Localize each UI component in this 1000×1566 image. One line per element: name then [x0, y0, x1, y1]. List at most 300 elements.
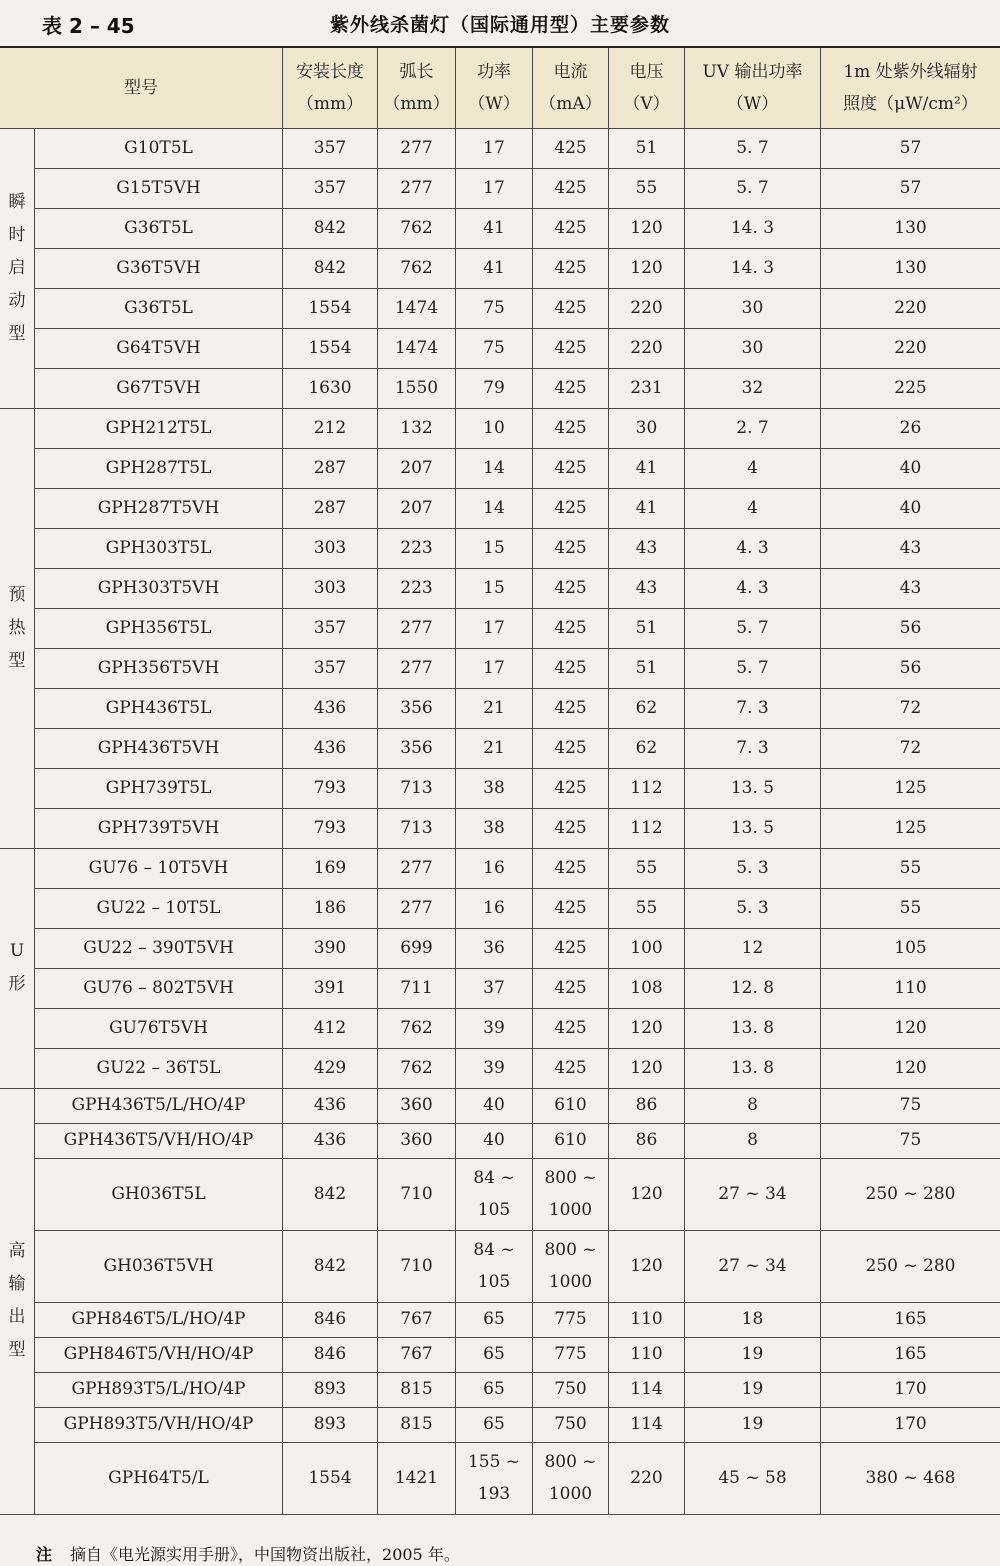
cell-install-length: 357 [283, 648, 378, 688]
cell-current: 800 ~ 1000 [533, 1442, 609, 1514]
cell-uv-output: 4. 3 [685, 568, 821, 608]
cell-power: 17 [456, 168, 533, 208]
cell-power: 65 [456, 1372, 533, 1407]
cell-irradiance: 250 ~ 280 [821, 1158, 1000, 1230]
cell-arc-length: 762 [378, 248, 456, 288]
cell-power: 38 [456, 808, 533, 848]
cell-install-length: 212 [283, 408, 378, 448]
table-row [0, 408, 1000, 448]
cell-uv-output: 5. 3 [685, 888, 821, 928]
table-row [0, 728, 1000, 768]
cell-power: 39 [456, 1048, 533, 1088]
cell-irradiance: 380 ~ 468 [821, 1442, 1000, 1514]
cell-uv-output: 8 [685, 1123, 821, 1158]
cell-current: 610 [533, 1123, 609, 1158]
cell-current: 425 [533, 648, 609, 688]
table-title: 紫外线杀菌灯（国际通用型）主要参数 [329, 14, 670, 36]
cell-irradiance: 57 [821, 128, 1000, 168]
cell-model: GPH436T5VH [35, 728, 283, 768]
cell-model: G67T5VH [35, 368, 283, 408]
cell-voltage: 62 [609, 688, 685, 728]
cell-uv-output: 32 [685, 368, 821, 408]
cell-uv-output: 19 [685, 1407, 821, 1442]
cell-voltage: 55 [609, 848, 685, 888]
cell-install-length: 303 [283, 568, 378, 608]
cell-uv-output: 4 [685, 488, 821, 528]
cell-voltage: 120 [609, 248, 685, 288]
cell-irradiance: 130 [821, 248, 1000, 288]
cell-power: 65 [456, 1407, 533, 1442]
cell-voltage: 41 [609, 448, 685, 488]
cell-arc-length: 762 [378, 208, 456, 248]
cell-arc-length: 762 [378, 1048, 456, 1088]
cell-uv-output: 19 [685, 1372, 821, 1407]
cell-power: 41 [456, 248, 533, 288]
cell-voltage: 114 [609, 1407, 685, 1442]
cell-arc-length: 815 [378, 1372, 456, 1407]
cell-uv-output: 5. 7 [685, 128, 821, 168]
footnote-text: 摘自《电光源实用手册》，中国物资出版社，2005 年。 [70, 1545, 460, 1564]
cell-power: 37 [456, 968, 533, 1008]
table-row [0, 1372, 1000, 1407]
table-caption [0, 0, 1000, 44]
cell-arc-length: 360 [378, 1088, 456, 1123]
cell-arc-length: 360 [378, 1123, 456, 1158]
table-row [0, 448, 1000, 488]
table-row [0, 168, 1000, 208]
cell-arc-length: 713 [378, 808, 456, 848]
cell-irradiance: 55 [821, 848, 1000, 888]
cell-install-length: 436 [283, 688, 378, 728]
cell-model: GPH893T5/L/HO/4P [35, 1372, 283, 1407]
cell-current: 425 [533, 328, 609, 368]
table-row [0, 928, 1000, 968]
cell-power: 84 ~ 105 [456, 1230, 533, 1302]
cell-voltage: 30 [609, 408, 685, 448]
cell-power: 40 [456, 1123, 533, 1158]
cell-irradiance: 220 [821, 288, 1000, 328]
cell-arc-length: 815 [378, 1407, 456, 1442]
cell-power: 155 ~ 193 [456, 1442, 533, 1514]
cell-uv-output: 8 [685, 1088, 821, 1123]
cell-irradiance: 170 [821, 1407, 1000, 1442]
cell-model: GU76T5VH [35, 1008, 283, 1048]
cell-power: 84 ~ 105 [456, 1158, 533, 1230]
cell-uv-output: 13. 5 [685, 768, 821, 808]
cell-current: 425 [533, 488, 609, 528]
cell-power: 21 [456, 688, 533, 728]
cell-irradiance: 170 [821, 1372, 1000, 1407]
cell-irradiance: 55 [821, 888, 1000, 928]
cell-model: GPH846T5/L/HO/4P [35, 1302, 283, 1337]
cell-voltage: 220 [609, 1442, 685, 1514]
cell-arc-length: 223 [378, 568, 456, 608]
table-row [0, 1230, 1000, 1302]
cell-power: 14 [456, 448, 533, 488]
cell-irradiance: 72 [821, 728, 1000, 768]
cell-model: G10T5L [35, 128, 283, 168]
cell-arc-length: 356 [378, 728, 456, 768]
cell-model: GPH846T5/VH/HO/4P [35, 1337, 283, 1372]
cell-install-length: 842 [283, 248, 378, 288]
cell-power: 39 [456, 1008, 533, 1048]
cell-install-length: 842 [283, 1230, 378, 1302]
cell-irradiance: 75 [821, 1123, 1000, 1158]
cell-irradiance: 72 [821, 688, 1000, 728]
cell-voltage: 41 [609, 488, 685, 528]
cell-arc-length: 1550 [378, 368, 456, 408]
cell-power: 65 [456, 1302, 533, 1337]
cell-power: 36 [456, 928, 533, 968]
cell-model: GPH739T5L [35, 768, 283, 808]
header-uv-output: UV 输出功率 （W） [685, 47, 821, 128]
cell-current: 800 ~ 1000 [533, 1230, 609, 1302]
cell-power: 15 [456, 568, 533, 608]
table-row [0, 1008, 1000, 1048]
cell-model: GPH303T5L [35, 528, 283, 568]
cell-model: GPH356T5L [35, 608, 283, 648]
cell-irradiance: 120 [821, 1048, 1000, 1088]
cell-install-length: 842 [283, 208, 378, 248]
cell-arc-length: 277 [378, 848, 456, 888]
cell-current: 425 [533, 688, 609, 728]
cell-voltage: 51 [609, 608, 685, 648]
cell-current: 425 [533, 208, 609, 248]
cell-voltage: 108 [609, 968, 685, 1008]
cell-voltage: 86 [609, 1123, 685, 1158]
cell-uv-output: 12. 8 [685, 968, 821, 1008]
cell-voltage: 55 [609, 888, 685, 928]
cell-install-length: 303 [283, 528, 378, 568]
cell-install-length: 846 [283, 1337, 378, 1372]
cell-model: G36T5L [35, 288, 283, 328]
table-row [0, 648, 1000, 688]
cell-current: 750 [533, 1372, 609, 1407]
cell-model: GPH893T5/VH/HO/4P [35, 1407, 283, 1442]
cell-model: G36T5L [35, 208, 283, 248]
cell-power: 21 [456, 728, 533, 768]
cell-uv-output: 2. 7 [685, 408, 821, 448]
cell-arc-length: 277 [378, 888, 456, 928]
cell-arc-length: 762 [378, 1008, 456, 1048]
cell-current: 775 [533, 1337, 609, 1372]
cell-irradiance: 225 [821, 368, 1000, 408]
cell-uv-output: 5. 7 [685, 608, 821, 648]
cell-uv-output: 30 [685, 328, 821, 368]
header-power: 功率 （W） [456, 47, 533, 128]
cell-voltage: 112 [609, 808, 685, 848]
cell-arc-length: 710 [378, 1230, 456, 1302]
cell-install-length: 357 [283, 168, 378, 208]
cell-arc-length: 356 [378, 688, 456, 728]
cell-model: G15T5VH [35, 168, 283, 208]
cell-voltage: 220 [609, 288, 685, 328]
header-current: 电流 （mA） [533, 47, 609, 128]
cell-arc-length: 711 [378, 968, 456, 1008]
cell-model: GU76 – 802T5VH [35, 968, 283, 1008]
cell-model: G64T5VH [35, 328, 283, 368]
cell-power: 40 [456, 1088, 533, 1123]
header-arc-length: 弧长 （mm） [378, 47, 456, 128]
cell-irradiance: 165 [821, 1302, 1000, 1337]
cell-model: GPH212T5L [35, 408, 283, 448]
table-row [0, 808, 1000, 848]
table-body [0, 128, 1000, 1514]
cell-current: 425 [533, 528, 609, 568]
cell-arc-length: 277 [378, 648, 456, 688]
cell-uv-output: 27 ~ 34 [685, 1230, 821, 1302]
cell-current: 425 [533, 608, 609, 648]
cell-power: 65 [456, 1337, 533, 1372]
cell-current: 425 [533, 1008, 609, 1048]
cell-model: GPH436T5/L/HO/4P [35, 1088, 283, 1123]
cell-model: GPH436T5L [35, 688, 283, 728]
cell-model: GPH356T5VH [35, 648, 283, 688]
cell-install-length: 793 [283, 808, 378, 848]
cell-arc-length: 277 [378, 128, 456, 168]
cell-voltage: 62 [609, 728, 685, 768]
cell-uv-output: 14. 3 [685, 208, 821, 248]
cell-arc-length: 207 [378, 448, 456, 488]
table-row [0, 688, 1000, 728]
cell-irradiance: 120 [821, 1008, 1000, 1048]
cell-irradiance: 56 [821, 608, 1000, 648]
table-number: 表 2 – 45 [42, 14, 135, 38]
header-install-length: 安装长度 （mm） [283, 47, 378, 128]
cell-current: 425 [533, 888, 609, 928]
cell-current: 425 [533, 1048, 609, 1088]
cell-uv-output: 14. 3 [685, 248, 821, 288]
cell-install-length: 412 [283, 1008, 378, 1048]
cell-uv-output: 5. 7 [685, 168, 821, 208]
cell-model: GU22 – 390T5VH [35, 928, 283, 968]
category-label: 预 热 型 [0, 408, 35, 848]
uv-lamp-parameter-table [0, 46, 1000, 1515]
cell-current: 425 [533, 848, 609, 888]
cell-model: GU22 – 36T5L [35, 1048, 283, 1088]
table-row [0, 1302, 1000, 1337]
cell-power: 79 [456, 368, 533, 408]
cell-install-length: 842 [283, 1158, 378, 1230]
cell-voltage: 120 [609, 1158, 685, 1230]
cell-install-length: 1554 [283, 288, 378, 328]
cell-install-length: 1630 [283, 368, 378, 408]
cell-voltage: 43 [609, 568, 685, 608]
cell-uv-output: 7. 3 [685, 688, 821, 728]
cell-current: 425 [533, 968, 609, 1008]
cell-irradiance: 125 [821, 768, 1000, 808]
cell-model: G36T5VH [35, 248, 283, 288]
cell-voltage: 120 [609, 1048, 685, 1088]
cell-power: 41 [456, 208, 533, 248]
cell-irradiance: 250 ~ 280 [821, 1230, 1000, 1302]
cell-voltage: 120 [609, 208, 685, 248]
cell-model: GPH303T5VH [35, 568, 283, 608]
cell-arc-length: 1421 [378, 1442, 456, 1514]
table-row [0, 368, 1000, 408]
cell-current: 425 [533, 128, 609, 168]
cell-uv-output: 5. 3 [685, 848, 821, 888]
cell-irradiance: 40 [821, 448, 1000, 488]
cell-irradiance: 105 [821, 928, 1000, 968]
cell-voltage: 43 [609, 528, 685, 568]
cell-arc-length: 132 [378, 408, 456, 448]
cell-install-length: 357 [283, 608, 378, 648]
cell-current: 425 [533, 448, 609, 488]
cell-model: GPH287T5VH [35, 488, 283, 528]
cell-power: 38 [456, 768, 533, 808]
cell-voltage: 51 [609, 648, 685, 688]
cell-current: 425 [533, 288, 609, 328]
cell-uv-output: 45 ~ 58 [685, 1442, 821, 1514]
cell-irradiance: 220 [821, 328, 1000, 368]
cell-model: GH036T5L [35, 1158, 283, 1230]
cell-current: 425 [533, 568, 609, 608]
cell-current: 425 [533, 728, 609, 768]
cell-power: 16 [456, 848, 533, 888]
cell-arc-length: 1474 [378, 288, 456, 328]
cell-arc-length: 277 [378, 608, 456, 648]
cell-uv-output: 27 ~ 34 [685, 1158, 821, 1230]
table-row [0, 128, 1000, 168]
cell-uv-output: 13. 8 [685, 1048, 821, 1088]
cell-arc-length: 710 [378, 1158, 456, 1230]
table-row [0, 328, 1000, 368]
cell-install-length: 436 [283, 1123, 378, 1158]
cell-voltage: 55 [609, 168, 685, 208]
cell-arc-length: 223 [378, 528, 456, 568]
cell-power: 10 [456, 408, 533, 448]
cell-voltage: 110 [609, 1337, 685, 1372]
cell-install-length: 1554 [283, 328, 378, 368]
cell-install-length: 186 [283, 888, 378, 928]
cell-power: 15 [456, 528, 533, 568]
cell-voltage: 112 [609, 768, 685, 808]
cell-irradiance: 43 [821, 528, 1000, 568]
cell-current: 800 ~ 1000 [533, 1158, 609, 1230]
cell-current: 425 [533, 368, 609, 408]
cell-install-length: 429 [283, 1048, 378, 1088]
category-label: U 形 [0, 848, 35, 1088]
table-row [0, 848, 1000, 888]
cell-install-length: 357 [283, 128, 378, 168]
category-label: 高 输 出 型 [0, 1088, 35, 1514]
table-row [0, 1158, 1000, 1230]
table-row [0, 288, 1000, 328]
cell-uv-output: 12 [685, 928, 821, 968]
cell-current: 425 [533, 248, 609, 288]
cell-arc-length: 767 [378, 1337, 456, 1372]
cell-irradiance: 56 [821, 648, 1000, 688]
cell-power: 14 [456, 488, 533, 528]
cell-model: GU22 – 10T5L [35, 888, 283, 928]
cell-irradiance: 165 [821, 1337, 1000, 1372]
cell-voltage: 120 [609, 1008, 685, 1048]
table-row [0, 968, 1000, 1008]
cell-irradiance: 125 [821, 808, 1000, 848]
cell-install-length: 169 [283, 848, 378, 888]
cell-install-length: 893 [283, 1372, 378, 1407]
cell-power: 17 [456, 128, 533, 168]
cell-power: 17 [456, 648, 533, 688]
cell-install-length: 436 [283, 728, 378, 768]
cell-uv-output: 30 [685, 288, 821, 328]
cell-model: GPH739T5VH [35, 808, 283, 848]
cell-irradiance: 75 [821, 1088, 1000, 1123]
table-row [0, 608, 1000, 648]
cell-current: 425 [533, 408, 609, 448]
cell-uv-output: 13. 8 [685, 1008, 821, 1048]
cell-install-length: 1554 [283, 1442, 378, 1514]
cell-uv-output: 4. 3 [685, 528, 821, 568]
table-row [0, 1048, 1000, 1088]
cell-install-length: 436 [283, 1088, 378, 1123]
cell-install-length: 287 [283, 448, 378, 488]
cell-model: GU76 – 10T5VH [35, 848, 283, 888]
cell-uv-output: 18 [685, 1302, 821, 1337]
cell-irradiance: 57 [821, 168, 1000, 208]
cell-arc-length: 699 [378, 928, 456, 968]
cell-uv-output: 4 [685, 448, 821, 488]
table-row [0, 888, 1000, 928]
cell-irradiance: 43 [821, 568, 1000, 608]
cell-uv-output: 19 [685, 1337, 821, 1372]
header-irradiance: 1m 处紫外线辐射 照度（μW/cm²） [821, 47, 1000, 128]
cell-model: GPH436T5/VH/HO/4P [35, 1123, 283, 1158]
footnote-label: 注 [36, 1545, 53, 1564]
table-row [0, 1442, 1000, 1514]
table-row [0, 528, 1000, 568]
cell-model: GH036T5VH [35, 1230, 283, 1302]
cell-irradiance: 110 [821, 968, 1000, 1008]
cell-install-length: 846 [283, 1302, 378, 1337]
cell-model: GPH64T5/L [35, 1442, 283, 1514]
table-row [0, 488, 1000, 528]
cell-install-length: 391 [283, 968, 378, 1008]
table-row [0, 768, 1000, 808]
cell-arc-length: 713 [378, 768, 456, 808]
cell-current: 425 [533, 168, 609, 208]
cell-voltage: 110 [609, 1302, 685, 1337]
cell-current: 425 [533, 928, 609, 968]
cell-power: 75 [456, 328, 533, 368]
cell-power: 16 [456, 888, 533, 928]
cell-power: 75 [456, 288, 533, 328]
cell-arc-length: 1474 [378, 328, 456, 368]
cell-uv-output: 5. 7 [685, 648, 821, 688]
cell-power: 17 [456, 608, 533, 648]
cell-voltage: 231 [609, 368, 685, 408]
table-row [0, 208, 1000, 248]
cell-current: 610 [533, 1088, 609, 1123]
header-voltage: 电压 （V） [609, 47, 685, 128]
cell-current: 750 [533, 1407, 609, 1442]
cell-uv-output: 7. 3 [685, 728, 821, 768]
cell-irradiance: 130 [821, 208, 1000, 248]
header-row [0, 47, 1000, 128]
cell-voltage: 220 [609, 328, 685, 368]
table-row [0, 1337, 1000, 1372]
cell-arc-length: 767 [378, 1302, 456, 1337]
cell-install-length: 390 [283, 928, 378, 968]
cell-uv-output: 13. 5 [685, 808, 821, 848]
header-model: 型号 [0, 47, 283, 128]
table-row [0, 248, 1000, 288]
table-row [0, 1088, 1000, 1123]
table-row [0, 1407, 1000, 1442]
cell-current: 425 [533, 808, 609, 848]
cell-arc-length: 207 [378, 488, 456, 528]
